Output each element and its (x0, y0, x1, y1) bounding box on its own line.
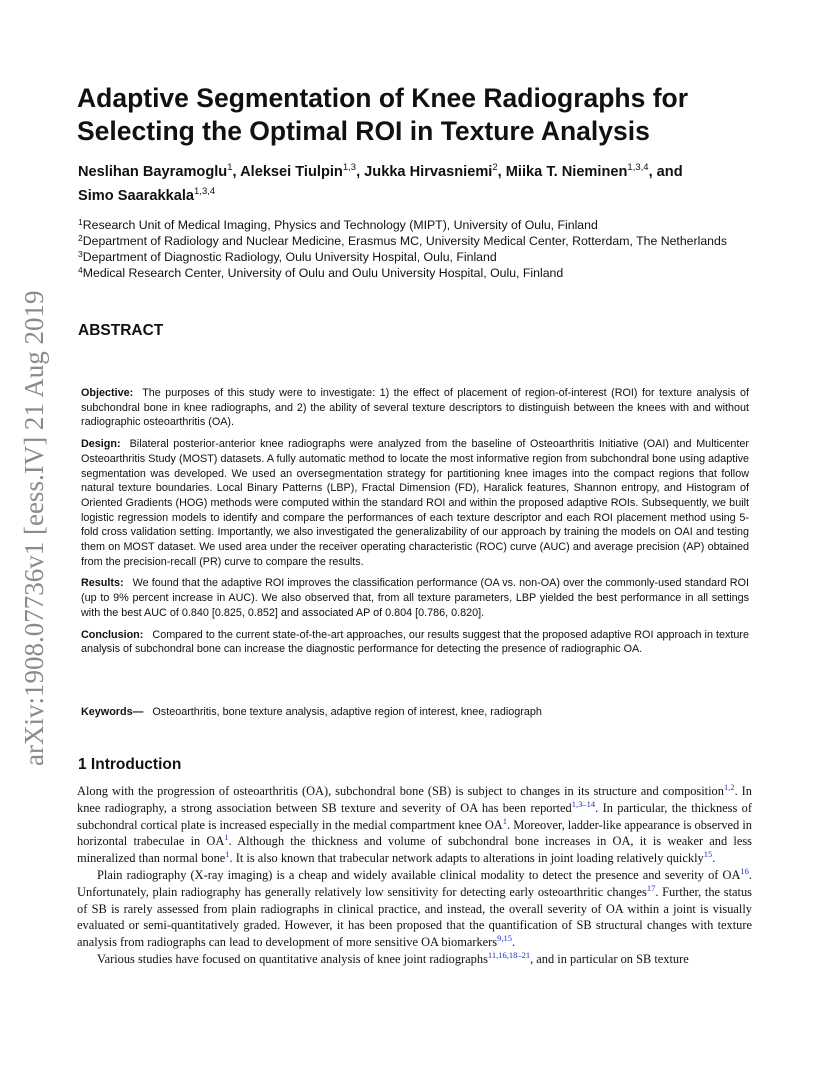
introduction-body (77, 783, 752, 968)
author: Neslihan Bayramoglu$^1$ (78, 162, 233, 180)
author: Jukka Hirvasniemi$^2$ (364, 162, 498, 180)
author: Simo Saarakkala$^{1,3,4}$ (78, 185, 216, 204)
citation-link[interactable]: 1 (502, 815, 507, 826)
citation-link[interactable]: 1,3–14 (571, 798, 596, 809)
abstract-design: Design: Bilateral posterior-anterior knee radiographs were analyzed from the baseline of Osteoarthritis Initiative (OAI) and Multicenter Osteoarthritis Study (MOST) datasets. A fully automatic method to locate the most informative region from subchondral bone using adaptive segmentation was developed. We used an oversegmentation strategy for partitioning knee images into the compact regions that follow natural texture boundaries. Local Binary Patterns (LBP), Fractal Dimension (FD), Haralick features, Shannon entropy, and Histogram of Oriented Gradients (HOG) methods were computed within the standard ROI and within the proposed adaptive ROIs. Subsequently, we built logistic regression models to identify and compare the performances of each texture descriptor and each ROI placement method using 5-fold cross validation setting. Importantly, we also investigated the generalizability of our approach by training the models on OAI and testing them on MOST dataset. We used area under the receiver operating characteristic (ROC) curve (AUC) and average precision (AP) obtained from the precision-recall (PR) curve to compare the results. (81, 438, 749, 568)
arxiv-watermark: arXiv:1908.07736v1 [eess.IV] 21 Aug 2019 (19, 290, 49, 766)
citation-link[interactable]: 17 (646, 882, 656, 893)
affiliation: $^1$Research Unit of Medical Imaging, Physics and Technology (MIPT), University of Oulu, Finland (78, 217, 598, 232)
intro-paragraph: Various studies have focused on quantitative analysis of knee joint radiographs$^{11,16,18-21}$, and in particular on SB texture (97, 949, 689, 966)
citation-link[interactable]: 11,16,18–21 (487, 949, 531, 960)
citation-link[interactable]: 1 (225, 849, 230, 860)
keywords-label: Keywords— (81, 706, 144, 718)
abstract-objective: Objective: The purposes of this study were to investigate: 1) the effect of placement of region-of-interest (ROI) for texture analysis of subchondral bone in knee radiographs, and 2) the ability of several texture descriptors to distinguish between the knees with and without radiographic osteoarthritis (OA). (81, 387, 749, 429)
citation-link[interactable]: 9,15 (497, 933, 513, 944)
abstract-body (81, 386, 749, 664)
author: Miika T. Nieminen$^{1,3,4}$ (505, 162, 649, 180)
section-heading-introduction: 1 Introduction (78, 756, 182, 773)
citation-link[interactable]: 1,2 (723, 782, 735, 792)
affiliation: $^2$Department of Radiology and Nuclear Medicine, Erasmus MC, University Medical Center, Rotterdam, The Netherlands (78, 233, 728, 248)
abstract-results: Results: We found that the adaptive ROI improves the classification performance (OA vs. non-OA) over the commonly-used standard ROI (up to 9% percent increase in AUC). We also observed that, from all texture parameters, LBP yielded the best performance in all settings with the best AUC of 0.840 [0.825, 0.852] and associated AP of 0.804 [0.786, 0.820]. (81, 577, 749, 619)
affiliation: $^4$Medical Research Center, University of Oulu and Oulu University Hospital, Oulu, Finland (78, 265, 564, 280)
author-list: Neslihan Bayramoglu$^1$, Aleksei Tiulpin$^{1,3}$, Jukka Hirvasniemi$^2$, Miika T. Nieminen$^{1,3,4}$, and Simo Saarakkala$^{1,3,4}$ (78, 162, 683, 204)
affiliation: $^3$Department of Diagnostic Radiology, Oulu University Hospital, Oulu, Finland (78, 249, 497, 264)
citation-link[interactable]: 1 (224, 832, 229, 843)
abstract-conclusion: Conclusion: Compared to the current state-of-the-art approaches, our results suggest that the proposed adaptive ROI approach in texture analysis of subchondral bone can increase the diagnostic performance for detecting the presence of radiographic OA. (81, 628, 749, 656)
keywords-text: Osteoarthritis, bone texture analysis, adaptive region of interest, knee, radiograph (152, 706, 542, 718)
paper-title (77, 82, 777, 148)
intro-paragraph: Along with the progression of osteoarthritis (OA), subchondral bone (SB) is subject to changes in its structure and composition$^{1,2}$. In knee radiography, a strong association between SB texture and severity of OA has been reported$^{1,3-14}$. In particular, the thickness of subchondral cortical plate is increased especially in the medial compartment knee $OA^1$. Moreover, ladder-like appearance is observed in horizontal trabeculae in $OA^1$. Although the thickness and volume of subchondral bone increases in OA, it is weaker and less mineralized than normal bone$^1$. It is also known that trabecular network adapts to alterations in joint loading relatively quickly$^{15}$. (77, 782, 752, 866)
title-line-1: Adaptive Segmentation of Knee Radiographs for (77, 83, 689, 113)
abstract-heading: ABSTRACT (78, 322, 164, 339)
title-line-2: Selecting the Optimal ROI in Texture Analysis (77, 116, 650, 146)
intro-paragraph: Plain radiography (X-ray imaging) is a cheap and widely available clinical modality to detect the presence and severity of OA$^{16}$. Unfortunately, plain radiography has generally relatively low sensitivity for detecting early osteoarthritic changes$^{17}$. Further, the status of SB is rarely assessed from plain radiographs in clinical practice, and instead, the overall severity of OA within a joint is visually evaluated or semi-quantitatively graded. However, it has been proposed that the quantification of SB structural changes with texture analysis from radiographs can lead to development of more sensitive OA biomarkers$^{9,15}$. (77, 865, 752, 950)
author: Aleksei Tiulpin$^{1,3}$ (240, 162, 357, 180)
citation-link[interactable]: 16 (740, 865, 749, 876)
citation-link[interactable]: 15 (703, 849, 713, 860)
affiliation-list (78, 217, 758, 281)
keywords (81, 705, 749, 720)
